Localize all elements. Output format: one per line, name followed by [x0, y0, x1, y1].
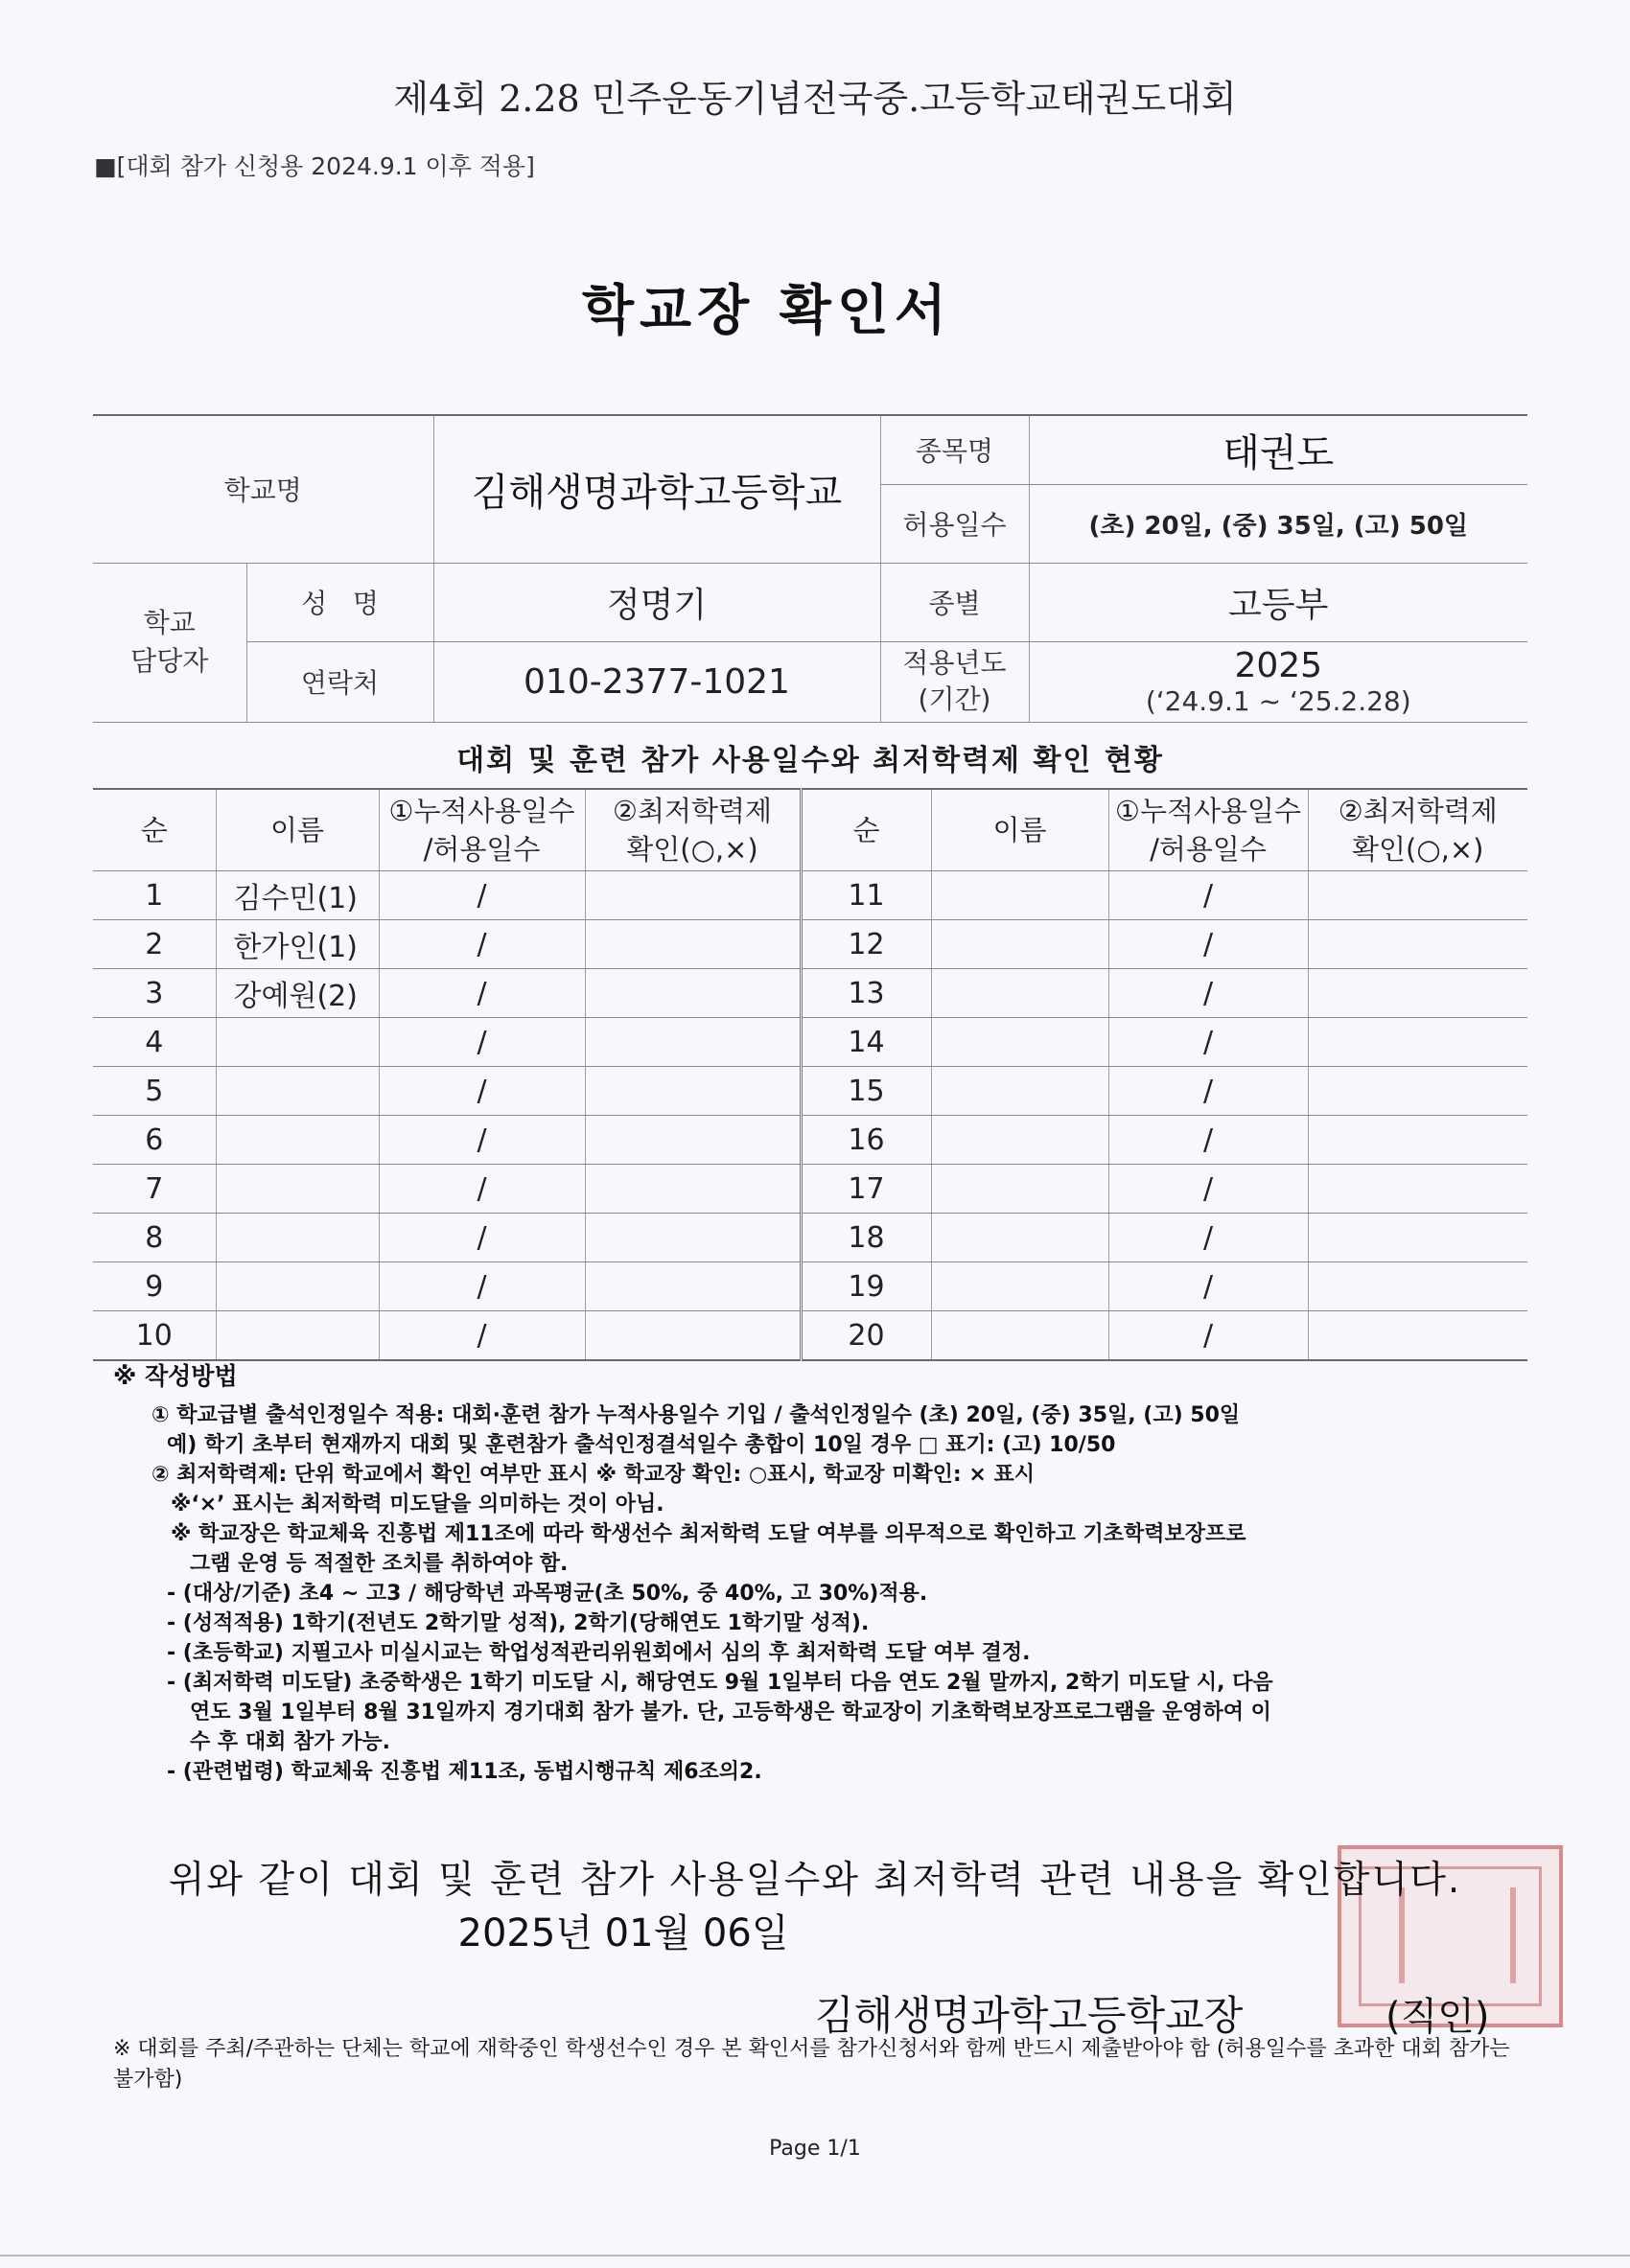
edu-cell	[1308, 1262, 1527, 1311]
student-name	[931, 1165, 1108, 1214]
edu-cell	[1308, 1116, 1527, 1165]
days-cell: /	[1108, 1311, 1308, 1361]
school-name: 김해생명과학고등학교	[433, 415, 880, 563]
row-no: 3	[93, 969, 216, 1018]
row-no: 12	[801, 920, 931, 969]
row-no: 19	[801, 1262, 931, 1311]
edu-cell	[585, 871, 801, 920]
student-name	[216, 1262, 379, 1311]
manager-name: 정명기	[433, 563, 880, 641]
table-row	[93, 969, 1527, 1018]
row-no: 15	[801, 1067, 931, 1116]
year-value: 2025	[1234, 645, 1323, 685]
days-cell: /	[379, 1311, 585, 1361]
header-edu-line2: 확인(○,×)	[1352, 833, 1484, 866]
days-cell: /	[1108, 969, 1308, 1018]
footer-note: ※ 대회를 주최/주관하는 단체는 학교에 재학중인 학생선수인 경우 본 확인서를 참가신청서와 함께 반드시 제출받아야 함 (허용일수를 초과한 대회 참가는 불가함)	[113, 2037, 1510, 2092]
edu-cell	[585, 1262, 801, 1311]
student-name	[931, 1067, 1108, 1116]
allowed-days-value: (초) 20일, (중) 35일, (고) 50일	[1029, 484, 1527, 563]
row-no: 5	[93, 1067, 216, 1116]
header-days-line1: ①누적사용일수	[388, 795, 575, 827]
principal-name: 김해생명과학고등학교장	[815, 1992, 1244, 2039]
contact-label: 연락처	[246, 641, 433, 722]
contact-value: 010-2377-1021	[433, 641, 880, 722]
row-no: 14	[801, 1018, 931, 1067]
days-cell: /	[379, 1262, 585, 1311]
table-row	[93, 1165, 1527, 1214]
header-edu-line1: ②최저학력제	[612, 795, 773, 827]
table-row	[93, 1018, 1527, 1067]
edu-cell	[585, 1116, 801, 1165]
page-edge-divider	[0, 2255, 1630, 2256]
student-name	[216, 1214, 379, 1262]
row-no: 9	[93, 1262, 216, 1311]
row-no: 13	[801, 969, 931, 1018]
confirmation-statement: 위와 같이 대회 및 훈련 참가 사용일수와 최저학력 관련 내용을 확인합니다.	[168, 1859, 1462, 1902]
header-days-left	[379, 789, 585, 871]
edu-cell	[585, 1214, 801, 1262]
table-row	[93, 1067, 1527, 1116]
header-days-right	[1108, 789, 1308, 871]
days-cell: /	[379, 1214, 585, 1262]
edu-cell	[585, 1311, 801, 1361]
guide-title: ※ 작성방법	[113, 1362, 238, 1390]
edu-cell	[585, 920, 801, 969]
guide-line: ① 학교급별 출석인정일수 적용: 대회·훈련 참가 누적사용일수 기입 / 출석인정일수 (초) 20일, (중) 35일, (고) 50일	[151, 1403, 1241, 1427]
seal-label: (직인)	[1386, 1995, 1490, 2039]
edu-cell	[1308, 920, 1527, 969]
row-no: 8	[93, 1214, 216, 1262]
student-name	[931, 920, 1108, 969]
edu-cell	[1308, 1165, 1527, 1214]
row-no: 2	[93, 920, 216, 969]
event-label: 종목명	[880, 415, 1029, 484]
table-row	[93, 920, 1527, 969]
student-name	[931, 1214, 1108, 1262]
header-no-right: 순	[801, 789, 931, 871]
guide-line: ※‘×’ 표시는 최저학력 미도달을 의미하는 것이 아님.	[171, 1493, 664, 1516]
days-cell: /	[1108, 871, 1308, 920]
edu-cell	[1308, 1214, 1527, 1262]
row-no: 17	[801, 1165, 931, 1214]
student-name	[931, 871, 1108, 920]
table-row	[93, 1116, 1527, 1165]
table-row	[93, 1214, 1527, 1262]
student-name	[216, 1018, 379, 1067]
edu-cell	[1308, 871, 1527, 920]
student-name	[216, 1165, 379, 1214]
days-cell: /	[379, 1018, 585, 1067]
table-row	[93, 871, 1527, 920]
roster-table	[93, 788, 1527, 1361]
allowed-days-label: 허용일수	[880, 484, 1029, 563]
division-label: 종별	[880, 563, 1029, 641]
table-row	[93, 1262, 1527, 1311]
row-no: 4	[93, 1018, 216, 1067]
edu-cell	[1308, 1311, 1527, 1361]
header-no-left: 순	[93, 789, 216, 871]
writing-guide	[113, 1361, 1475, 1787]
days-cell: /	[379, 1116, 585, 1165]
guide-line: 예) 학기 초부터 현재까지 대회 및 훈련참가 출석인정결석일수 총합이 10일 경우 □ 표기: (고) 10/50	[167, 1433, 1116, 1457]
header-edu-left	[585, 789, 801, 871]
guide-line: - (대상/기준) 초4 ~ 고3 / 해당학년 과목평균(초 50%, 중 40%, 고 30%)적용.	[167, 1582, 928, 1606]
header-days-line2: /허용일수	[1150, 833, 1267, 866]
student-name	[216, 1116, 379, 1165]
edu-cell	[585, 1018, 801, 1067]
edu-cell	[1308, 969, 1527, 1018]
header-edu-line1: ②최저학력제	[1338, 795, 1498, 827]
table-row	[93, 1311, 1527, 1361]
days-cell: /	[379, 920, 585, 969]
days-cell: /	[1108, 1018, 1308, 1067]
days-cell: /	[1108, 1067, 1308, 1116]
student-name	[931, 969, 1108, 1018]
row-no: 1	[93, 871, 216, 920]
student-name	[216, 1067, 379, 1116]
guide-line: - (성적적용) 1학기(전년도 2학기말 성적), 2학기(당해연도 1학기말 성적).	[167, 1611, 870, 1635]
year-label: 적용년도 (기간)	[880, 641, 1029, 722]
header-days-line1: ①누적사용일수	[1114, 795, 1302, 827]
division-value: 고등부	[1029, 563, 1527, 641]
roster-section-title: 대회 및 훈련 참가 사용일수와 최저학력제 확인 현황	[456, 744, 1164, 777]
student-name: 한가인(1)	[216, 920, 379, 969]
student-name	[931, 1262, 1108, 1311]
days-cell: /	[1108, 1165, 1308, 1214]
notice-tag: ■[대회 참가 신청용 2024.9.1 이후 적용]	[94, 152, 535, 180]
guide-line: 그램 운영 등 적절한 조치를 취하여야 함.	[190, 1552, 569, 1576]
days-cell: /	[1108, 1214, 1308, 1262]
name-label: 성 명	[246, 563, 433, 641]
header-edu-right	[1308, 789, 1527, 871]
header-edu-line2: 확인(○,×)	[626, 833, 758, 866]
guide-line: 연도 3월 1일부터 8월 31일까지 경기대회 참가 불가. 단, 고등학생은 학교장이 기초학력보장프로그램을 운영하여 이	[190, 1701, 1271, 1724]
row-no: 11	[801, 871, 931, 920]
days-cell: /	[1108, 920, 1308, 969]
edu-cell	[585, 969, 801, 1018]
guide-line: ※ 학교장은 학교체육 진흥법 제11조에 따라 학생선수 최저학력 도달 여부를 의무적으로 확인하고 기초학력보장프로	[171, 1522, 1246, 1546]
guide-line: - (최저학력 미도달) 초중학생은 1학기 미도달 시, 해당연도 9월 1일부터 다음 연도 2월 말까지, 2학기 미도달 시, 다음	[167, 1671, 1273, 1695]
edu-cell	[1308, 1018, 1527, 1067]
days-cell: /	[379, 1067, 585, 1116]
student-name: 김수민(1)	[216, 871, 379, 920]
edu-cell	[585, 1165, 801, 1214]
page-number: Page 1/1	[769, 2137, 861, 2161]
guide-line: - (초등학교) 지필고사 미실시교는 학업성적관리위원회에서 심의 후 최저학력 도달 여부 결정.	[167, 1641, 1031, 1665]
school-label: 학교명	[93, 415, 433, 563]
manager-label: 학교 담당자	[93, 563, 246, 722]
confirmation-date: 2025년 01월 06일	[457, 1911, 789, 1956]
row-no: 7	[93, 1165, 216, 1214]
year-range: (‘24.9.1 ~ ‘25.2.28)	[1145, 684, 1411, 717]
document-title: 학교장 확인서	[581, 280, 953, 342]
days-cell: /	[379, 871, 585, 920]
student-name	[931, 1116, 1108, 1165]
edu-cell	[1308, 1067, 1527, 1116]
row-no: 6	[93, 1116, 216, 1165]
event-title: 제4회 2.28 민주운동기념전국중.고등학교태권도대회	[393, 78, 1237, 120]
days-cell: /	[379, 1165, 585, 1214]
days-cell: /	[1108, 1262, 1308, 1311]
year-cell	[1029, 641, 1527, 722]
guide-line: ② 최저학력제: 단위 학교에서 확인 여부만 표시 ※ 학교장 확인: ○표시, 학교장 미확인: × 표시	[151, 1463, 1035, 1487]
guide-line: 수 후 대회 참가 가능.	[190, 1730, 391, 1754]
row-no: 20	[801, 1311, 931, 1361]
event-name: 태권도	[1029, 415, 1527, 484]
student-name	[216, 1311, 379, 1361]
student-name: 강예원(2)	[216, 969, 379, 1018]
info-table	[93, 414, 1527, 723]
header-days-line2: /허용일수	[423, 833, 541, 866]
row-no: 10	[93, 1311, 216, 1361]
guide-line: - (관련법령) 학교체육 진흥법 제11조, 동법시행규칙 제6조의2.	[167, 1760, 762, 1784]
days-cell: /	[379, 969, 585, 1018]
days-cell: /	[1108, 1116, 1308, 1165]
student-name	[931, 1018, 1108, 1067]
edu-cell	[585, 1067, 801, 1116]
header-name-left: 이름	[216, 789, 379, 871]
header-name-right: 이름	[931, 789, 1108, 871]
row-no: 18	[801, 1214, 931, 1262]
row-no: 16	[801, 1116, 931, 1165]
student-name	[931, 1311, 1108, 1361]
